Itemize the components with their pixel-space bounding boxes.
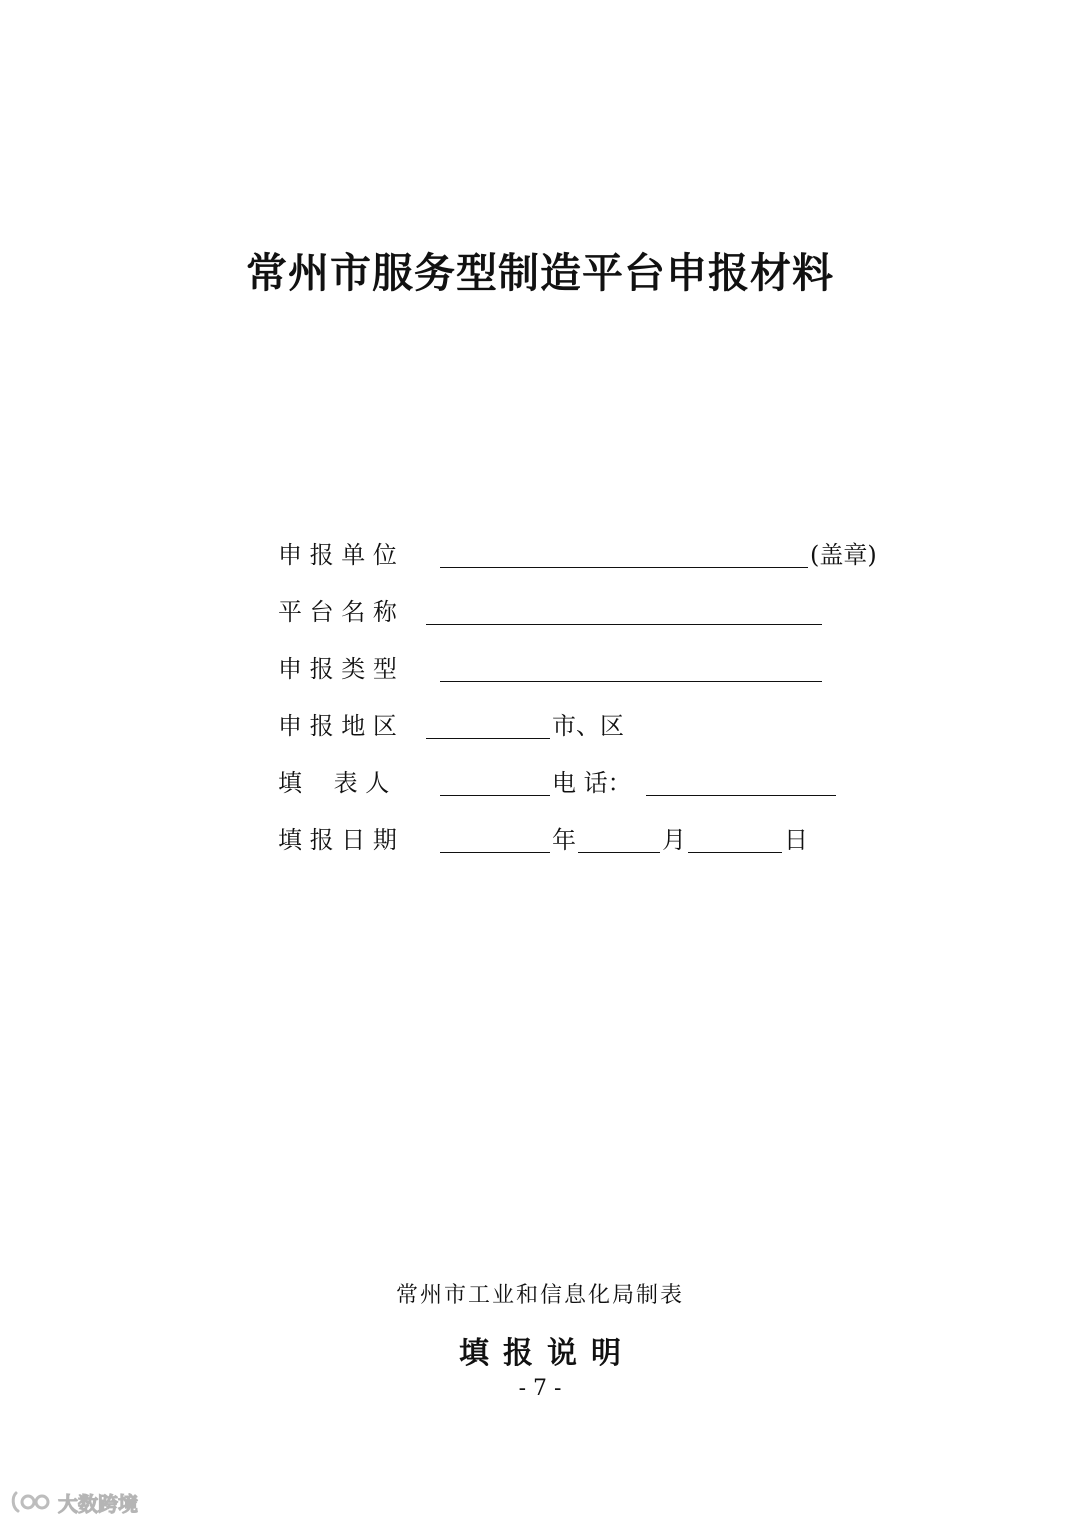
region-suffix: 市、区	[552, 712, 624, 740]
instructions-heading: 填报说明	[459, 1336, 635, 1371]
document-title: 常州市服务型制造平台申报材料	[246, 249, 834, 297]
platform-name-blank[interactable]	[426, 624, 822, 625]
date-month-unit: 月	[662, 826, 686, 854]
filler-blank[interactable]	[440, 795, 550, 796]
date-day-unit: 日	[784, 826, 808, 854]
date-year-blank[interactable]	[440, 852, 550, 853]
applicant-seal-note: (盖章)	[810, 541, 877, 569]
footer-organization: 常州市工业和信息化局制表	[395, 1283, 684, 1308]
type-blank[interactable]	[440, 681, 822, 682]
date-year-unit: 年	[552, 826, 576, 854]
type-label: 申 报 类 型	[278, 655, 397, 683]
applicant-label: 申 报 单 位	[278, 541, 397, 569]
watermark	[10, 1488, 138, 1516]
phone-label: 电 话：	[552, 769, 632, 797]
phone-blank[interactable]	[646, 795, 836, 796]
watermark-logo-icon	[10, 1489, 52, 1515]
applicant-blank[interactable]	[440, 567, 808, 568]
date-month-blank[interactable]	[578, 852, 660, 853]
watermark-text: 大数跨境	[58, 1491, 138, 1516]
page-number: - 7 -	[518, 1376, 562, 1401]
region-blank[interactable]	[426, 738, 550, 739]
region-label: 申 报 地 区	[278, 712, 397, 740]
date-day-blank[interactable]	[688, 852, 782, 853]
filler-label: 填 表 人	[278, 769, 390, 797]
date-label: 填 报 日 期	[278, 826, 397, 854]
platform-name-label: 平 台 名 称	[278, 598, 397, 626]
